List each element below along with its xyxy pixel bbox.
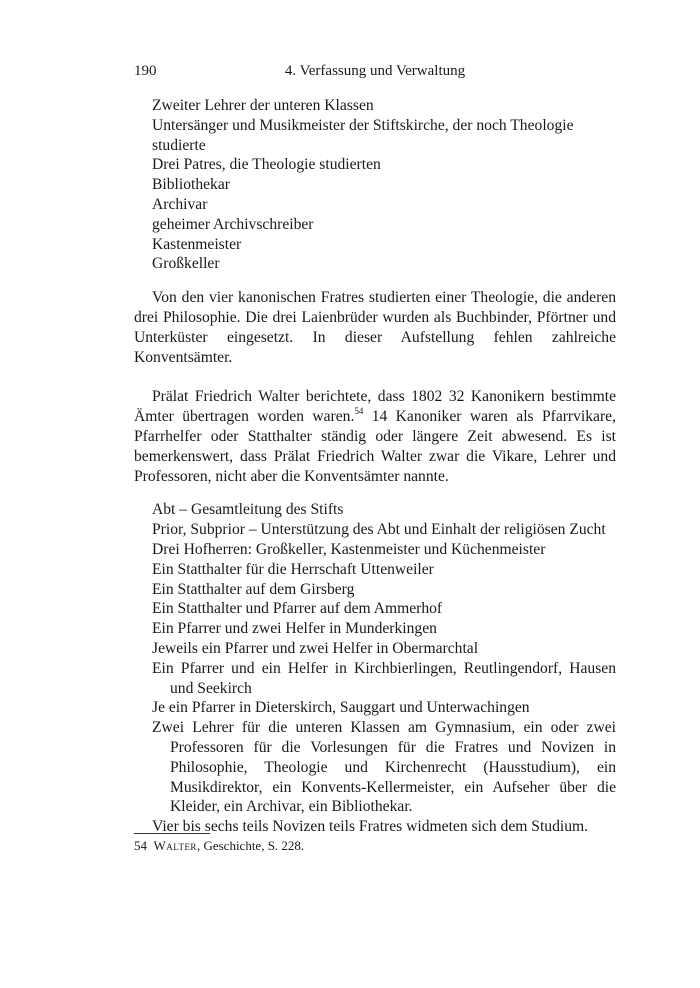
spacer [134, 274, 616, 288]
footnote-number: 54 [134, 838, 147, 853]
page-number: 190 [134, 63, 157, 79]
spacer [134, 486, 616, 500]
list-item: Drei Hofherren: Großkeller, Kastenmeister und Küchenmeister [152, 540, 546, 558]
list-item: Drei Patres, die Theologie studierten [152, 156, 381, 174]
list-item: geheimer Archivschreiber [152, 215, 314, 233]
main-text [134, 96, 616, 837]
list-item: Großkeller [152, 255, 220, 273]
paragraph-2 [134, 387, 616, 486]
running-head: 4. Verfassung und Verwaltung [284, 63, 466, 79]
list-item: Vier bis sechs teils Novizen teils Fratres widmeten sich dem Studium. [152, 818, 589, 836]
paragraph-2-text-cont: 14 Kanoniker waren als Pfarrvikare, Pfarrhelfer oder Statthalter ständig oder längere Zeit abwesend. Es ist bemerkenswert, dass Prälat Friedrich Walter zwar die Vikare, Lehrer und Professoren, nicht aber die Konventsämter nannte. [134, 408, 616, 485]
page-header [134, 63, 616, 83]
list-item: Kastenmeister [152, 235, 242, 253]
footnote [134, 837, 616, 854]
list-item: Zweiter Lehrer der unteren Klassen [152, 97, 374, 114]
footnote-reference[interactable]: 54 [354, 405, 364, 416]
list-item: Ein Pfarrer und ein Helfer in Kirchbierlingen, Reutlingendorf, Hausen und Seekirch [152, 659, 616, 697]
list-item: Ein Statthalter für die Herrschaft Uttenweiler [152, 560, 434, 578]
list-item: Ein Pfarrer und zwei Helfer in Munderkingen [152, 620, 437, 638]
list-item: Abt – Gesamtleitung des Stifts [152, 501, 344, 519]
list-item: Ein Statthalter auf dem Girsberg [152, 580, 355, 598]
paragraph-1: Von den vier kanonischen Fratres studierten einer Theologie, die anderen drei Philosophie. Die drei Laienbrüder wurden als Buchbinder, Pförtner und Unterküster eingesetzt. In dieser Aufstellung fehlen zahlreiche Konventsämter. [134, 289, 616, 366]
list-item: Zwei Lehrer für die unteren Klassen am Gymnasium, ein oder zwei Professoren für die Vorlesungen für die Fratres und Novizen in Philosophie, Theologie und Kirchenrecht (Hausstudium), ein Musikdirektor, ein Konvents-Kellermeister, ein Aufseher über die Kleider, ein Archivar, ein Bibliothekar. [152, 719, 616, 816]
list-item: Jeweils ein Pfarrer und zwei Helfer in Obermarchtal [152, 639, 479, 657]
paragraph-2-text: Prälat Friedrich Walter berichtete, dass 1802 32 Kanonikern bestimmte Ämter übertragen worden waren. [134, 388, 616, 426]
office-list-2 [134, 500, 616, 837]
list-item: Prior, Subprior – Unterstützung des Abt und Einhalt der religiösen Zucht [152, 521, 606, 539]
footnote-divider [134, 833, 210, 834]
list-item: Ein Statthalter und Pfarrer auf dem Ammerhof [152, 600, 443, 618]
list-item: Archivar [152, 195, 208, 213]
spacer [134, 367, 616, 387]
office-list-1 [134, 96, 616, 274]
footnote-author: Walter [153, 838, 197, 853]
list-item: Je ein Pfarrer in Dieterskirch, Sauggart und Unterwachingen [152, 699, 530, 717]
footnote-citation: , Geschichte, S. 228. [196, 838, 305, 853]
list-item: Untersänger und Musikmeister der Stiftskirche, der noch Theologie studierte [152, 116, 574, 154]
list-item: Bibliothekar [152, 176, 230, 194]
